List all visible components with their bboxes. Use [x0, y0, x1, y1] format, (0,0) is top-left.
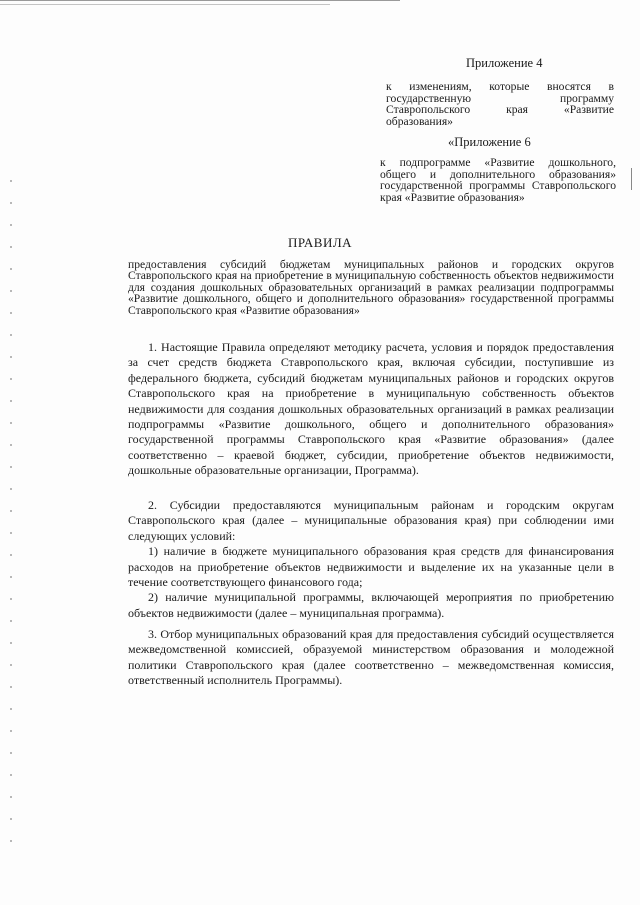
paragraph-2-item-2: 2) наличие муниципальной программы, включающей мероприятия по приобретению объектов недвижимости (далее – муниципальная программа). — [128, 590, 614, 620]
paragraph-3: 3. Отбор муниципальных образований края для предоставления субсидий осуществляется межведомственной комиссией, образуемой министерством образования и молодежной политики Ставропольского края (далее соответственно – межведомственная комиссия, ответственный исполнитель Программы). — [128, 627, 614, 688]
document-subtitle: предоставления субсидий бюджетам муниципальных районов и городских округов Ставропольского края на приобретение в муниципальную собственность объектов недвижимости для создания дошкольных образовательных организаций в рамках реализации подпрограммы «Развитие дошкольного, общего и дополнительного образования» государственной программы Ставропольского края «Развитие образования» — [128, 258, 614, 317]
appendix-6-text: к подпрограмме «Развитие дошкольного, общего и дополнительного образования» государственной программы Ставропольского края «Развитие образования» — [380, 156, 616, 204]
scan-artifact-line — [0, 4, 330, 5]
paragraph-2-lead: 2. Субсидии предоставляются муниципальным районам и городским округам Ставропольского края (далее – муниципальные образования края) при соблюдении ими следующих условий: — [128, 498, 614, 543]
scan-artifact-mark — [631, 168, 632, 190]
appendix-4-title: Приложение 4 — [466, 56, 543, 70]
paragraph-2 — [128, 498, 614, 621]
paragraph-1: 1. Настоящие Правила определяют методику расчета, условия и порядок предоставления за счет средств бюджета Ставропольского края, включая субсидии, поступившие из федерального бюджета, субсидий бюджетам муниципальных районов и городских округов Ставропольского края на приобретение в муниципальную собственность объектов недвижимости для создания дошкольных образовательных организаций в рамках реализации подпрограммы «Развитие дошкольного, общего и дополнительного образования» государственной программы Ставропольского края «Развитие образования» (далее соответственно – краевой бюджет, субсидии, приобретение объектов недвижимости, дошкольные образовательные организации, Программа). — [128, 340, 614, 478]
appendix-4-text: к изменениям, которые вносятся в государственную программу Ставропольского края «Развитие образования» — [386, 80, 614, 128]
appendix-6-title: «Приложение 6 — [448, 135, 531, 149]
paragraph-2-item-1: 1) наличие в бюджете муниципального образования края средств для финансирования расходов на приобретение объектов недвижимости и выделение их на указанные цели в течение соответствующего финансового года; — [128, 544, 614, 590]
scan-artifact-margin — [10, 180, 12, 860]
document-title: ПРАВИЛА — [287, 235, 353, 250]
